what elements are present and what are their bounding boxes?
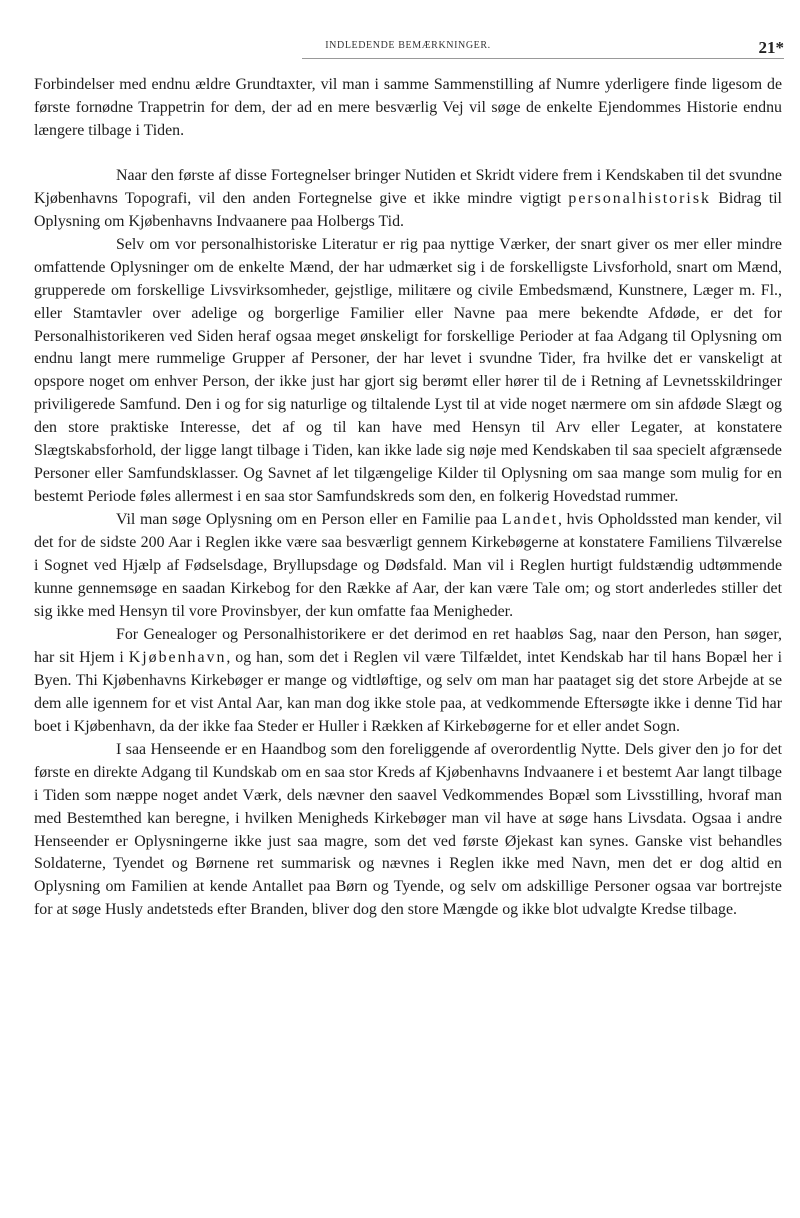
page-body: [34, 74, 782, 922]
page-header: [32, 38, 784, 68]
paragraph-2: [34, 165, 782, 234]
header-rule: [302, 58, 784, 59]
paragraph-text: Selv om vor personalhistoriske Literatur er rig paa nyttige Værker, der snart giver os mer eller mindre omfattende Oplysninger om de enkelte Mænd, der har udmærket sig i de forskelligste Livsforhold, snart om Mænd, grupperede om forskellige Livsvirksomheder, gejstlige, militære og civile Embedsmænd, Kunstnere, Læger m. Fl., eller Stamtavler over adelige og borgerlige Familier eller Navne paa mere bekendte Afdøde, er det for Personalhistorikeren ved Siden heraf ogsaa meget ønskeligt for forskellige Perioder at faa Adgang til Oplysning om endnu langt mere rummelige Grupper af Personer, der har levet i svundne Tider, fra hvilke det er vanskeligt at opspore noget om enhver Person, der ikke just har gjort sig berømt eller hører til de i Retning af Levnetsskildringer priviligerede Samfund. Den i og for sig naturlige og tiltalende Lyst til at vide noget nærmere om sin afdøde Slægt og den store praktiske Interesse, det af og til kan have med Hensyn til Arv eller Legater, at konstatere Slægtskabsforhold, der ligge langt tilbage i Tiden, kan ikke lade sig nøje med Kendskaben til saa specielt afgrænsede Personer eller Samfundsklasser. Og Savnet af let tilgængelige Kilder til Oplysning om saa mange som mulig for en bestemt Periode føles allermest i en saa stor Samfundskreds som den, en folkerig Hovedstad rummer.: [34, 235, 782, 506]
paragraph-1: [34, 74, 782, 143]
emphasized-word: Landet: [501, 511, 558, 529]
page-number: 21*: [758, 38, 784, 57]
paragraph-5: [34, 624, 782, 739]
paragraph-text: Forbindelser med endnu ældre Grundtaxter, vil man i samme Sammenstilling af Numre yderligere finde ligesom de første fornødne Trappetrin for dem, der ad en mere besværlig Vej vil søge de enkelte Ejendommes Historie endnu længere tilbage i Tiden.: [34, 76, 782, 139]
emphasized-word: personalhistorisk: [568, 189, 711, 207]
paragraph-text: Bidrag til Oplysning om Kjøbenhavns Indvaanere paa Holbergs Tid.: [34, 189, 782, 230]
paragraph-text: , og han, som det i Reglen vil være Tilfældet, intet Kendskab har til hans Bopæl her i Byen. Thi Kjøbenhavns Kirkebøger er mange og vidtløftige, og selv om man har paataget sig det store Arbejde at se dem alle igennem for et vist Antal Aar, kan man dog ikke stole paa, at vedkommende Eftersøgte ikke i denne Tid har boet i Kjøbenhavn, da der ikke faa Steder er Huller i Rækken af Kirkebøgerne for et eller andet Sogn.: [34, 648, 782, 735]
paragraph-text: For Genealoger og Personalhistorikere er det derimod en ret haabløs Sag, naar den Person, han søger, har sit Hjem i: [34, 625, 782, 666]
running-title: INDLEDENDE BEMÆRKNINGER.: [325, 40, 491, 51]
paragraph-gap: [34, 143, 782, 165]
paragraph-text: Vil man søge Oplysning om en Person eller en Familie paa: [116, 511, 502, 529]
paragraph-text: I saa Henseende er en Haandbog som den foreliggende af overordentlig Nytte. Dels giver den jo for det første en direkte Adgang til Kundskab om en saa stor Kreds af Kjøbenhavns Indvaanere i et bestemt Aar langt tilbage i Tiden som næppe noget andet Værk, dels nævner den saavel Vedkommendes Bopæl som Livsstilling, hvoraf man med Bestemthed kan beregne, i hvilken Menigheds Kirkebøger man vil have at søge hans Livsdata. Ogsaa i andre Henseender er Oplysningerne ikke just saa magre, som det ved første Øjekast kan synes. Ganske vist behandles Soldaterne, Tyendet og Børnene ret summarisk og nævnes i Reglen ikke med Navn, men det er dog altid en Oplysning om Familien at kende Antallet paa Børn og Tyende, og selv om adskillige Personer ogsaa var bortrejste for at søge Husly andetsteds efter Branden, bliver dog den store Mængde og ikke blot udvalgte Kredse tilbage.: [34, 740, 782, 919]
emphasized-word: Kjøbenhavn: [128, 648, 227, 666]
paragraph-4: [34, 509, 782, 624]
paragraph-text: Naar den første af disse Fortegnelser bringer Nutiden et Skridt videre frem i Kendskaben til det svundne Kjøbenhavns Topografi, vil den anden Fortegnelse give et ikke mindre vigtigt: [34, 166, 782, 207]
paragraph-6: [34, 739, 782, 923]
paragraph-3: [34, 234, 782, 509]
paragraph-text: , hvis Opholdssted man kender, vil det for de sidste 200 Aar i Reglen ikke være saa besværligt gennem Kirkebøgerne at konstatere Familiens Tilværelse i Sognet ved Hjælp af Fødselsdage, Bryllupsdage og Dødsfald. Man vil i Reglen hurtigt fuldstændig udtømmende kunne gennemsøge en saadan Kirkebog for den Række af Aar, der kan være Tale om; og stort anderledes stiller det sig ikke med Hensyn til vore Provinsbyer, der kun omfatte faa Menigheder.: [34, 511, 782, 620]
